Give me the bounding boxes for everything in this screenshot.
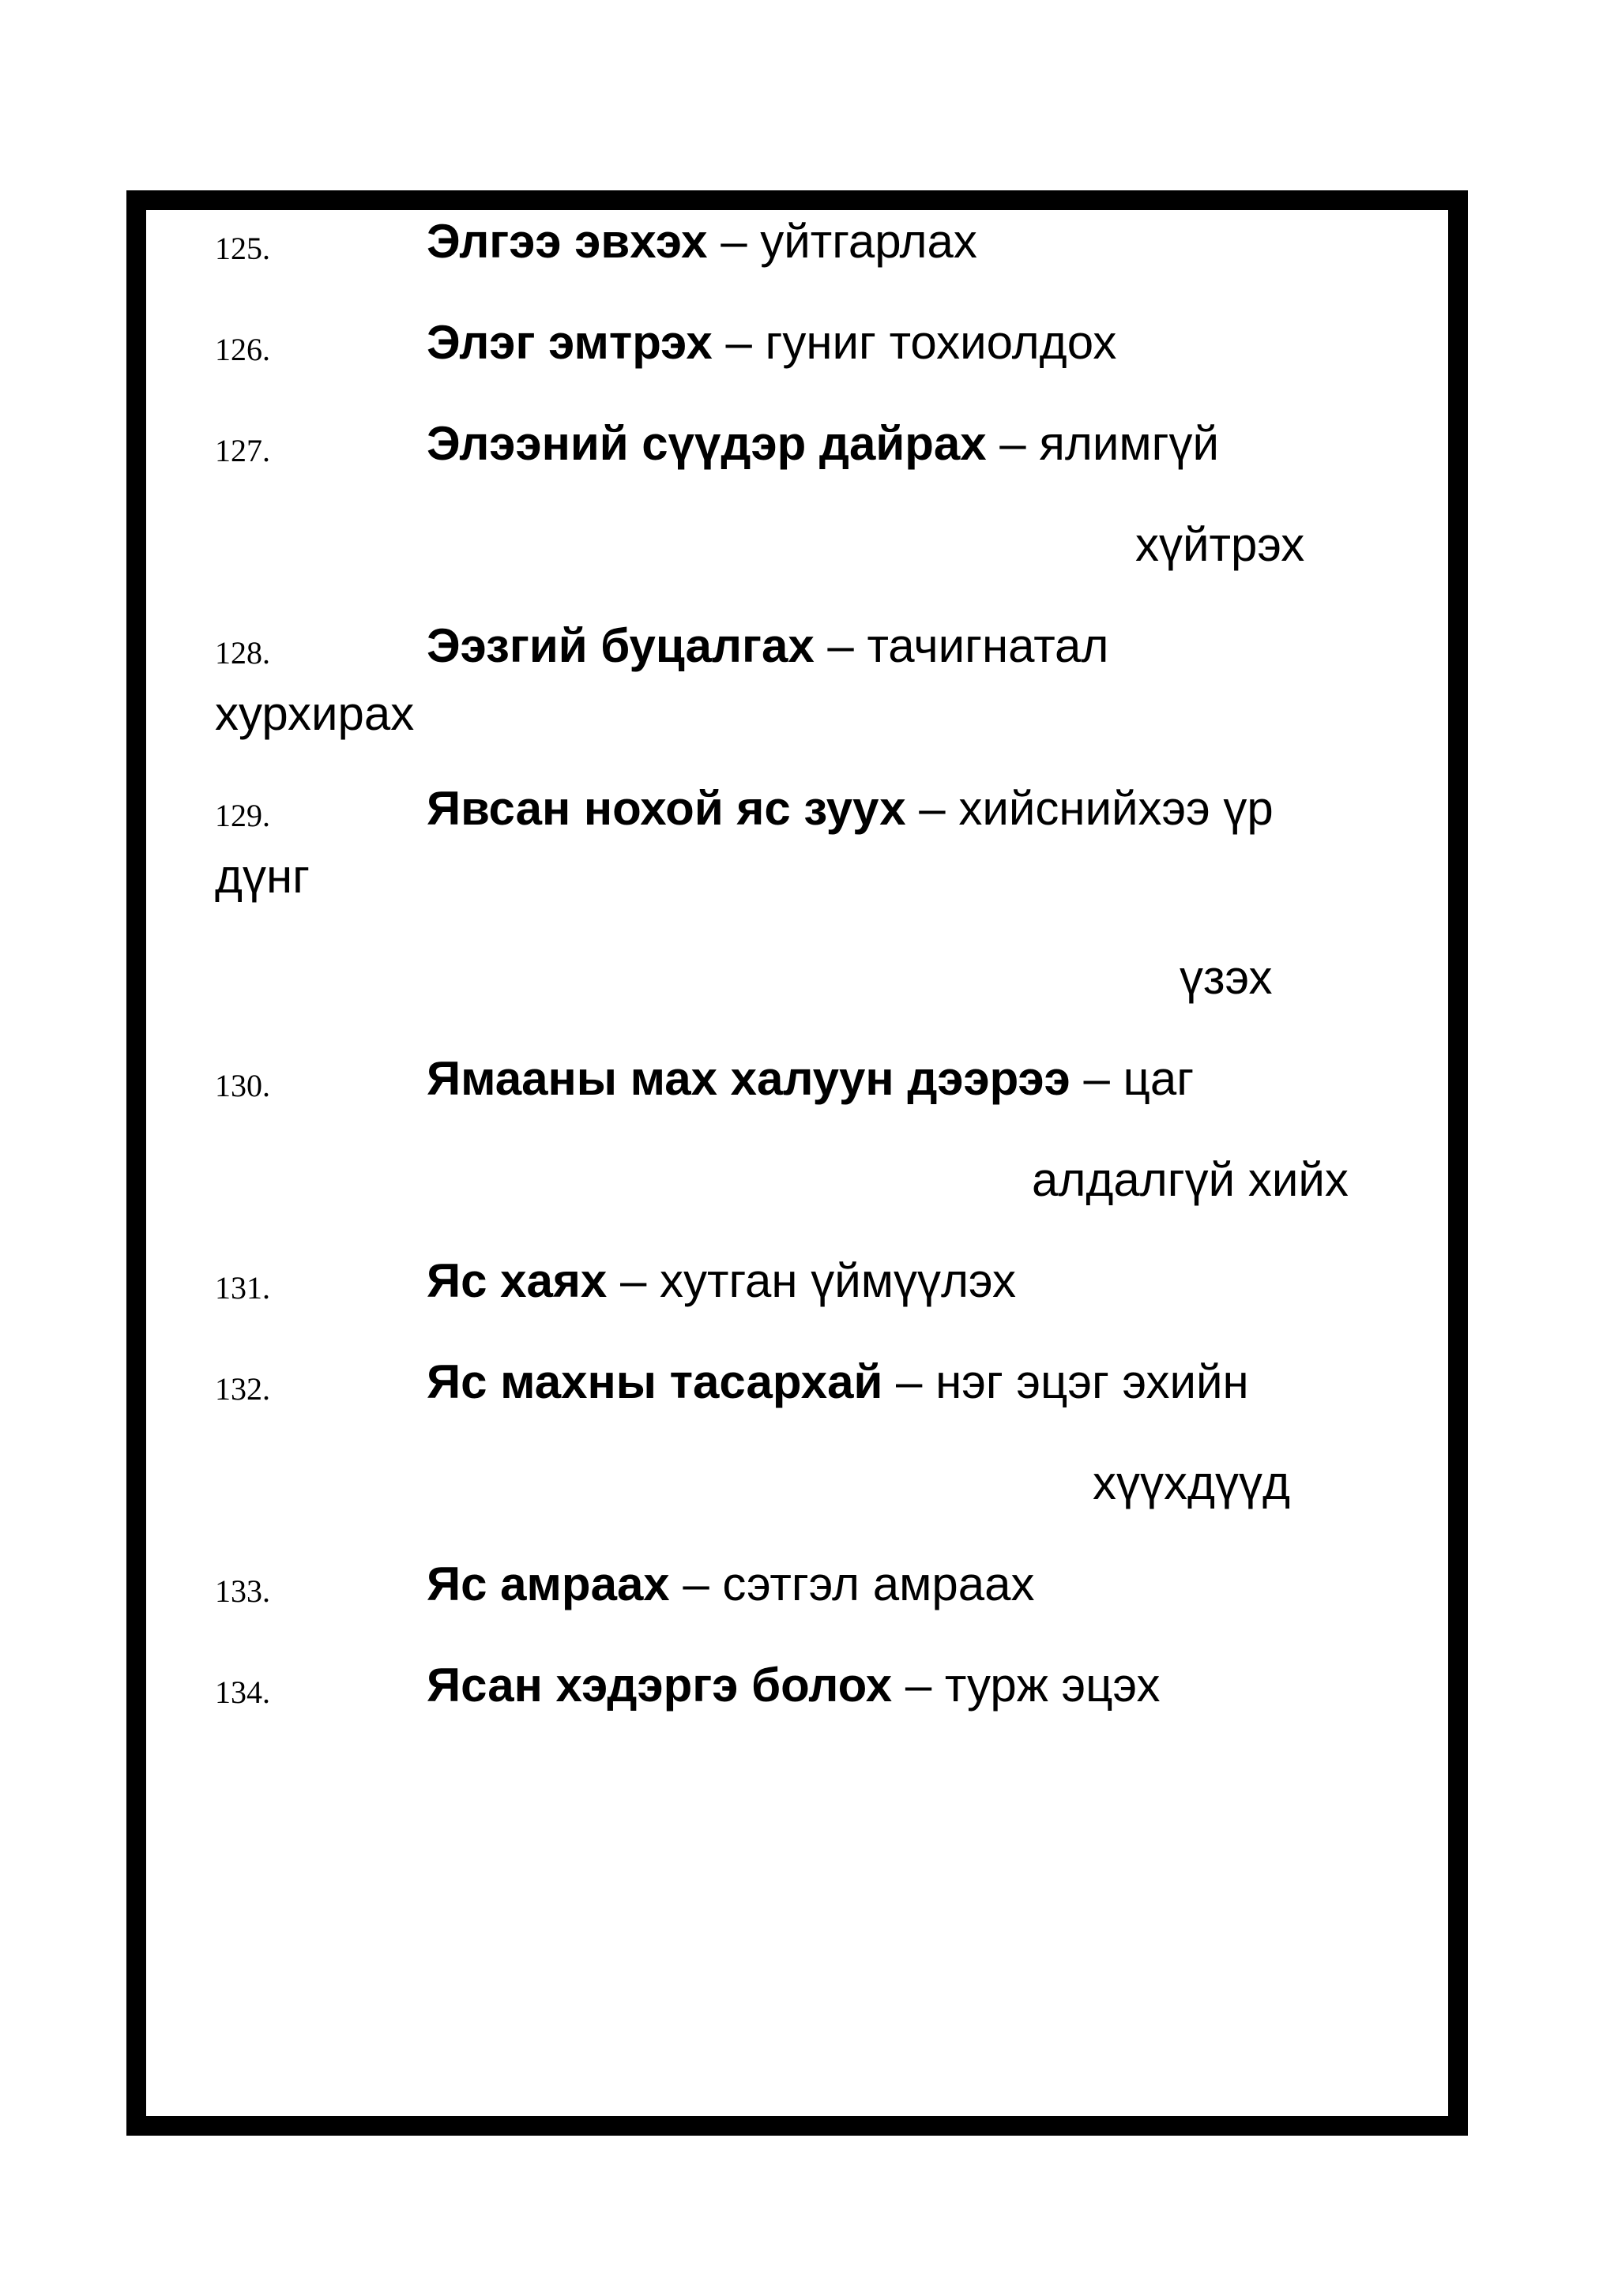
entry-number: 125. [215,231,270,266]
entry-dash: – [892,1659,945,1712]
entry-dash: – [669,1558,723,1610]
entry-number: 134. [215,1674,270,1710]
entry-dash: – [712,316,766,369]
entry-number: 129. [215,798,270,833]
entry-definition: уйтгарлах [760,215,977,268]
entry-definition-continued: алдалгүй хийх [1032,1153,1349,1206]
entry-definition: ялимгүй [1039,417,1220,470]
entry-definition: сэтгэл амраах [722,1558,1035,1610]
entry-line [427,316,1117,369]
entry-definition: гуниг тохиолдох [765,316,1117,369]
entry-line [427,1254,1016,1307]
entry-definition: тачигнатал [867,619,1109,672]
entry-line [427,619,1109,672]
entry-number: 131. [215,1270,270,1306]
entry-line [427,1355,1249,1408]
entry-number: 133. [215,1573,270,1609]
entry-line [427,417,1220,470]
entry-dash: – [814,619,867,672]
entry-dash: – [882,1355,936,1408]
entry-definition-continued: хурхирах [215,687,415,740]
entry-definition-continued: үзэх [1180,951,1273,1004]
entry-dash: – [905,782,959,835]
entry-term: Ямааны мах халуун дээрээ [427,1052,1071,1105]
entry-dash: – [607,1254,660,1307]
entry-number: 132. [215,1371,270,1407]
entry-definition-continued: дүнг [215,850,310,903]
entry-term: Ээзгий буцалгах [427,619,815,672]
entry-term: Элээний сүүдэр дайрах [427,417,987,470]
entry-number: 127. [215,433,270,468]
entry-definition: нэг эцэг эхийн [935,1355,1249,1408]
entry-number: 130. [215,1068,270,1103]
entry-line [427,1558,1035,1610]
entry-number: 128. [215,635,270,671]
entry-dash: – [707,215,761,268]
entry-definition-continued: хүйтрэх [1135,518,1305,571]
entry-dash: – [1070,1052,1123,1105]
entry-number: 126. [215,332,270,367]
entry-definition: цаг [1123,1052,1195,1105]
entry-line [427,1052,1195,1105]
entry-line [427,782,1274,835]
entry-line [427,1659,1161,1712]
entry-definition: хутган үймүүлэх [660,1254,1016,1307]
entry-term: Ясан хэдэргэ болох [427,1659,893,1712]
entry-line [427,215,977,268]
entry-dash: – [986,417,1040,470]
entry-term: Элгээ эвхэх [427,215,708,268]
entry-term: Яс махны тасархай [427,1355,883,1408]
entry-definition-continued: хүүхдүүд [1093,1456,1291,1509]
entry-definition: хийснийхээ үр [958,782,1274,835]
entry-term: Яс амраах [427,1558,670,1610]
entry-term: Яс хаях [427,1254,608,1307]
entry-term: Явсан нохой яс зуух [427,782,906,835]
entry-definition: турж эцэх [944,1659,1161,1712]
entry-term: Элэг эмтрэх [427,316,713,369]
